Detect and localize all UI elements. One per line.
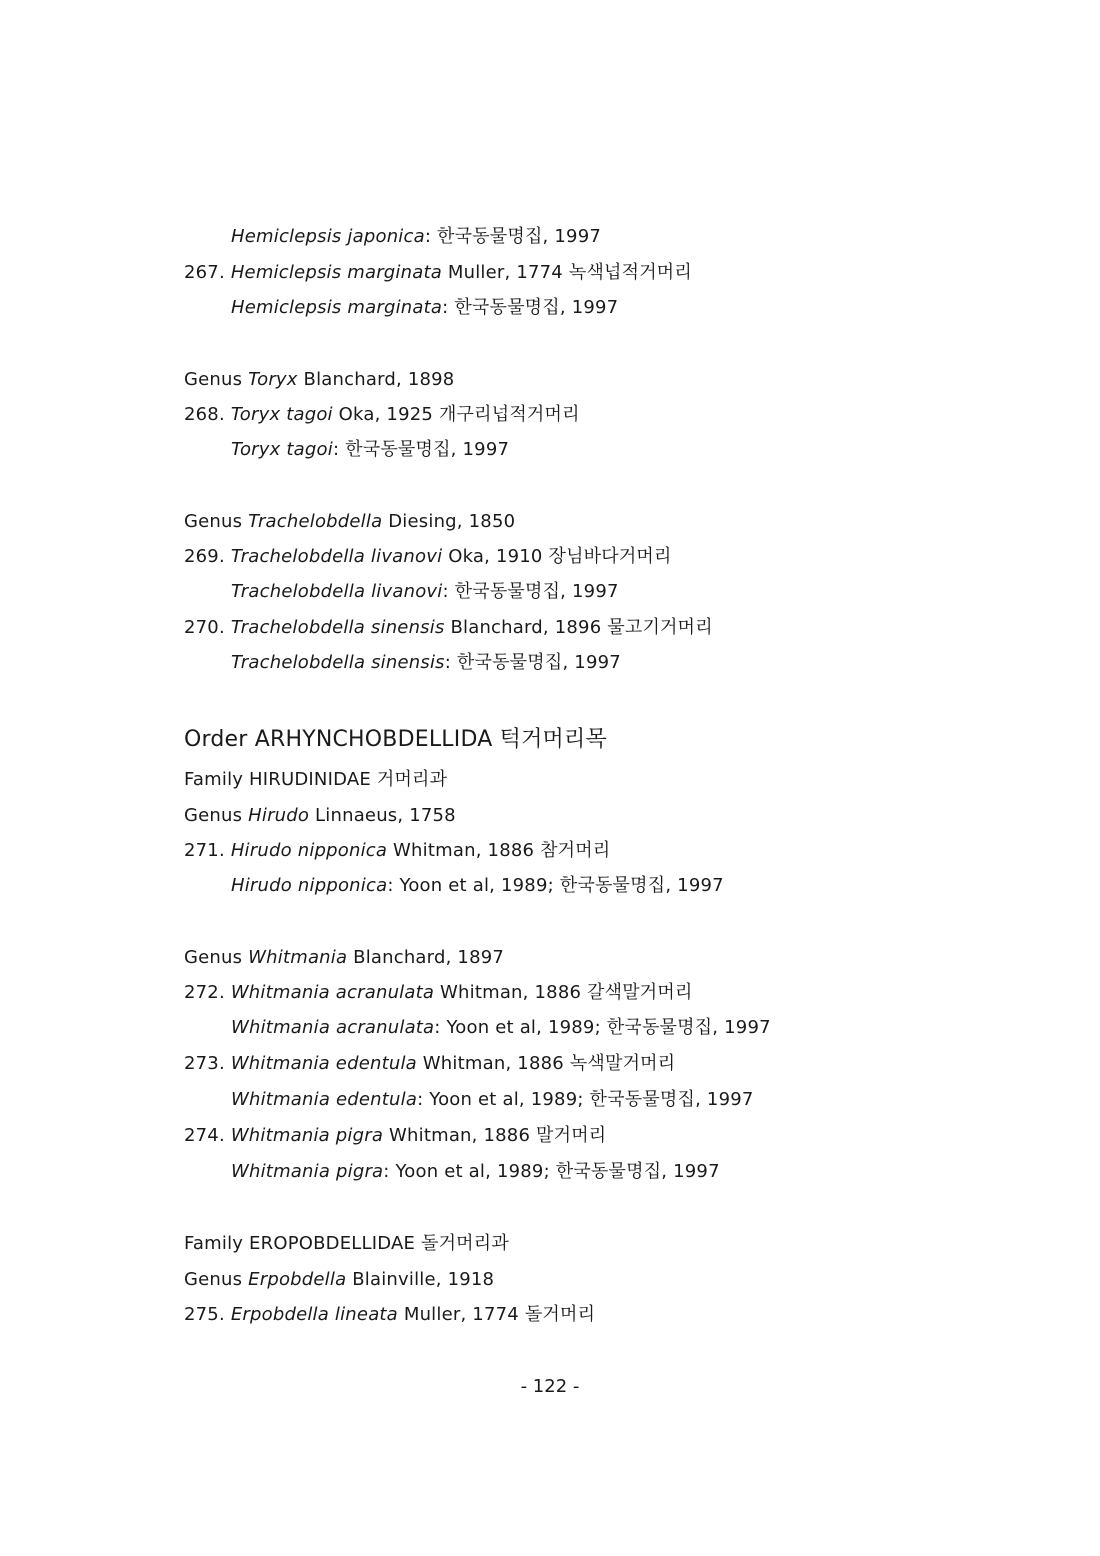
scientific-name: Whitmania edentula (230, 1053, 417, 1074)
family-text: Family HIRUDINIDAE 거머리과 (184, 769, 448, 790)
species-entry (184, 1124, 606, 1148)
citation: : Yoon et al, 1989; 한국동물명집, 1997 (383, 1161, 720, 1182)
scientific-name: Trachelobdella sinensis (230, 617, 445, 638)
author-and-common-name: Oka, 1910 장님바다거머리 (442, 546, 672, 567)
species-number: 275. (184, 1304, 225, 1325)
genus-name: Hirudo (248, 805, 310, 826)
synonym-line (231, 1160, 720, 1184)
page-number: - 122 - (520, 1376, 580, 1397)
species-entry (184, 981, 693, 1005)
citation: : 한국동물명집, 1997 (444, 652, 621, 673)
synonym-line (231, 296, 618, 320)
species-entry (184, 1303, 595, 1327)
species-number: 271. (184, 840, 225, 861)
citation: : 한국동물명집, 1997 (332, 439, 510, 460)
genus-heading (184, 804, 456, 828)
scientific-name: Hemiclepsis marginata (231, 297, 443, 318)
scientific-name: Hirudo nipponica (230, 840, 388, 861)
species-entry (184, 261, 692, 285)
author-and-common-name: Muller, 1774 돌거머리 (397, 1304, 596, 1325)
citation: : Yoon et al, 1989; 한국동물명집, 1997 (417, 1089, 754, 1110)
author-and-common-name: Whitman, 1886 참거머리 (387, 840, 611, 861)
scientific-name: Hirudo nipponica (231, 875, 388, 896)
rank-label: Genus (184, 947, 249, 968)
scientific-name: Trachelobdella livanovi (231, 581, 443, 602)
genus-heading (184, 510, 515, 534)
genus-heading (184, 946, 504, 970)
scientific-name: Whitmania pigra (231, 1161, 384, 1182)
genus-name: Trachelobdella (248, 511, 383, 532)
order-text: Order ARHYNCHOBDELLIDA 턱거머리목 (184, 727, 607, 752)
citation: : 한국동물명집, 1997 (424, 226, 601, 247)
genus-heading (184, 368, 454, 392)
authority: Blanchard, 1897 (347, 947, 505, 968)
author-and-common-name: Whitman, 1886 녹색말거머리 (416, 1053, 676, 1074)
citation: : 한국동물명집, 1997 (442, 581, 619, 602)
scientific-name: Whitmania edentula (231, 1089, 418, 1110)
rank-label: Genus (184, 369, 249, 390)
species-entry (184, 616, 713, 640)
genus-heading (184, 1268, 494, 1292)
species-number: 274. (184, 1125, 225, 1146)
synonym-line (231, 651, 621, 675)
rank-label: Genus (184, 1269, 249, 1290)
rank-label: Genus (184, 511, 249, 532)
citation: : 한국동물명집, 1997 (442, 297, 619, 318)
species-number: 272. (184, 982, 225, 1003)
scientific-name: Whitmania pigra (230, 1125, 384, 1146)
author-and-common-name: Whitman, 1886 갈색말거머리 (434, 982, 693, 1003)
species-number: 267. (184, 262, 225, 283)
scientific-name: Erpobdella lineata (230, 1304, 398, 1325)
author-and-common-name: Whitman, 1886 말거머리 (383, 1125, 607, 1146)
synonym-line (231, 1016, 771, 1040)
scientific-name: Whitmania acranulata (231, 1017, 435, 1038)
family-heading (184, 1232, 509, 1256)
author-and-common-name: Muller, 1774 녹색넙적거머리 (441, 262, 692, 283)
citation: : Yoon et al, 1989; 한국동물명집, 1997 (387, 875, 724, 896)
order-heading (184, 726, 607, 754)
scientific-name: Trachelobdella sinensis (231, 652, 445, 673)
scientific-name: Trachelobdella livanovi (230, 546, 443, 567)
family-heading (184, 768, 447, 792)
synonym-line (231, 874, 724, 898)
synonym-line (231, 225, 601, 249)
species-entry (184, 1052, 675, 1076)
synonym-line (231, 1088, 754, 1112)
synonym-line (231, 438, 509, 462)
citation: : Yoon et al, 1989; 한국동물명집, 1997 (434, 1017, 771, 1038)
genus-name: Whitmania (248, 947, 348, 968)
species-number: 273. (184, 1053, 225, 1074)
rank-label: Genus (184, 805, 249, 826)
family-text: Family EROPOBDELLIDAE 돌거머리과 (184, 1233, 509, 1254)
scientific-name: Whitmania acranulata (230, 982, 435, 1003)
authority: Blanchard, 1898 (297, 369, 455, 390)
author-and-common-name: Oka, 1925 개구리넙적거머리 (332, 404, 580, 425)
genus-name: Toryx (248, 369, 298, 390)
species-number: 270. (184, 617, 225, 638)
species-number: 269. (184, 546, 225, 567)
species-entry (184, 403, 580, 427)
scientific-name: Toryx tagoi (230, 404, 333, 425)
scientific-name: Toryx tagoi (231, 439, 333, 460)
scientific-name: Hemiclepsis marginata (230, 262, 442, 283)
author-and-common-name: Blanchard, 1896 물고기거머리 (444, 617, 713, 638)
genus-name: Erpobdella (248, 1269, 347, 1290)
authority: Blainville, 1918 (346, 1269, 495, 1290)
species-entry (184, 545, 672, 569)
species-number: 268. (184, 404, 225, 425)
authority: Diesing, 1850 (382, 511, 516, 532)
synonym-line (231, 580, 619, 604)
species-entry (184, 839, 610, 863)
authority: Linnaeus, 1758 (309, 805, 456, 826)
scientific-name: Hemiclepsis japonica (231, 226, 425, 247)
